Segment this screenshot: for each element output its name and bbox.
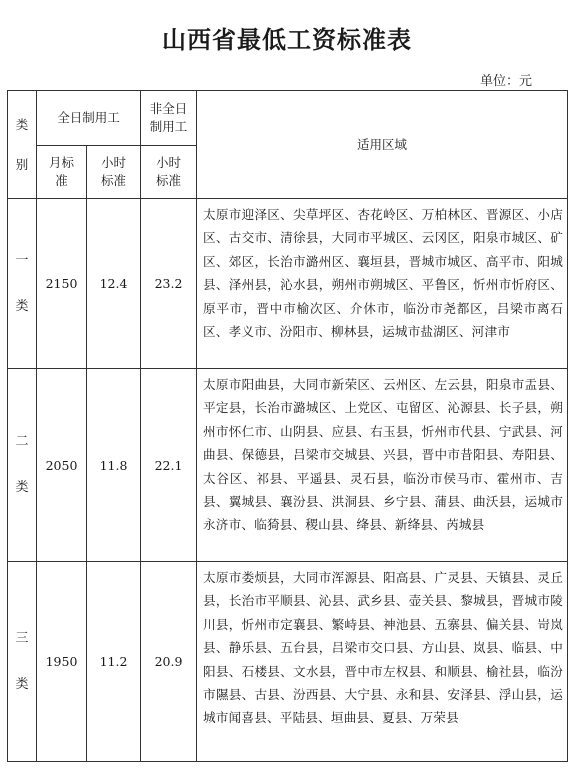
table-row (8, 199, 568, 369)
category-top: 一 (15, 252, 29, 268)
header-monthly-line1: 月标 (48, 155, 74, 170)
header-pt-hourly (141, 146, 197, 199)
category-bottom: 类 (15, 298, 29, 314)
applicable-areas: 太原市迎泽区、尖草坪区、杏花岭区、万柏林区、晋源区、小店区、古交市、清徐县，大同市平城区、云冈区，阳泉市城区、矿区、郊区，长治市潞州区、襄垣县，晋城市城区、高平市、阳城县、泽州县，沁水县，朔州市朔城区、平鲁区，忻州市忻府区、原平市，晋中市榆次区、介休市，临汾市尧都区，吕梁市离石区、孝义市、汾阳市、柳林县，运城市盐湖区、河津市 (197, 199, 568, 369)
hourly-value: 12.4 (87, 199, 141, 369)
part-time-hourly-value: 22.1 (141, 369, 197, 562)
table-row (8, 562, 568, 762)
header-category (8, 91, 37, 199)
part-time-hourly-value: 20.9 (141, 562, 197, 762)
header-hourly-line1: 小时 (101, 155, 127, 170)
header-monthly-line2: 准 (55, 173, 68, 188)
part-time-hourly-value: 23.2 (141, 199, 197, 369)
header-part-time-line2: 制用工 (149, 119, 188, 134)
applicable-areas: 太原市娄烦县，大同市浑源县、阳高县、广灵县、天镇县、灵丘县，长治市平顺县、沁县、武乡县、壶关县、黎城县，晋城市陵川县，忻州市定襄县、繁峙县、神池县、五寨县、偏关县、岢岚县、静乐县、五台县，吕梁市交口县、方山县、岚县、临县、中阳县、石楼县、文水县，晋中市左权县、和顺县、榆社县，临汾市隰县、古县、汾西县、大宁县、永和县、安泽县、浮山县，运城市闻喜县、平陆县、垣曲县、夏县、万荣县 (197, 562, 568, 762)
header-part-time-line1: 非全日 (149, 101, 188, 116)
category-bottom: 类 (15, 480, 29, 495)
page-title: 山西省最低工资标准表 (162, 25, 412, 54)
unit-label: 单位：元 (479, 74, 532, 89)
monthly-value: 2050 (37, 369, 87, 562)
header-pt-hourly-line2: 标准 (156, 173, 182, 188)
table-row (8, 369, 568, 562)
category-cell (8, 369, 37, 562)
header-hourly-line2: 标准 (101, 173, 127, 188)
header-applicable-area: 适用区域 (197, 91, 568, 199)
header-full-time: 全日制用工 (37, 91, 141, 146)
minimum-wage-table (7, 90, 568, 762)
monthly-value: 1950 (37, 562, 87, 762)
monthly-value: 2150 (37, 199, 87, 369)
header-pt-hourly-line1: 小时 (156, 155, 182, 170)
category-cell (8, 199, 37, 369)
header-category-bottom: 别 (15, 156, 29, 172)
header-hourly (87, 146, 141, 199)
hourly-value: 11.2 (87, 562, 141, 762)
category-cell (8, 562, 37, 762)
hourly-value: 11.8 (87, 369, 141, 562)
applicable-areas: 太原市阳曲县，大同市新荣区、云州区、左云县，阳泉市盂县、平定县，长治市潞城区、上党区、屯留区、沁源县、长子县，朔州市怀仁市、山阴县、应县、右玉县，忻州市代县、宁武县、河曲县、保德县，吕梁市交城县、兴县，晋中市昔阳县、寿阳县、太谷区、祁县、平遥县、灵石县，临汾市侯马市、霍州市、吉县、翼城县、襄汾县、洪洞县、乡宁县、蒲县、曲沃县，运城市永济市、临猗县、稷山县、绛县、新绛县、芮城县 (197, 369, 568, 562)
category-bottom: 类 (15, 676, 29, 692)
category-top: 三 (15, 630, 29, 646)
header-monthly (37, 146, 87, 199)
category-top: 二 (15, 434, 29, 449)
header-category-top: 类 (15, 116, 29, 132)
header-part-time (141, 91, 197, 146)
